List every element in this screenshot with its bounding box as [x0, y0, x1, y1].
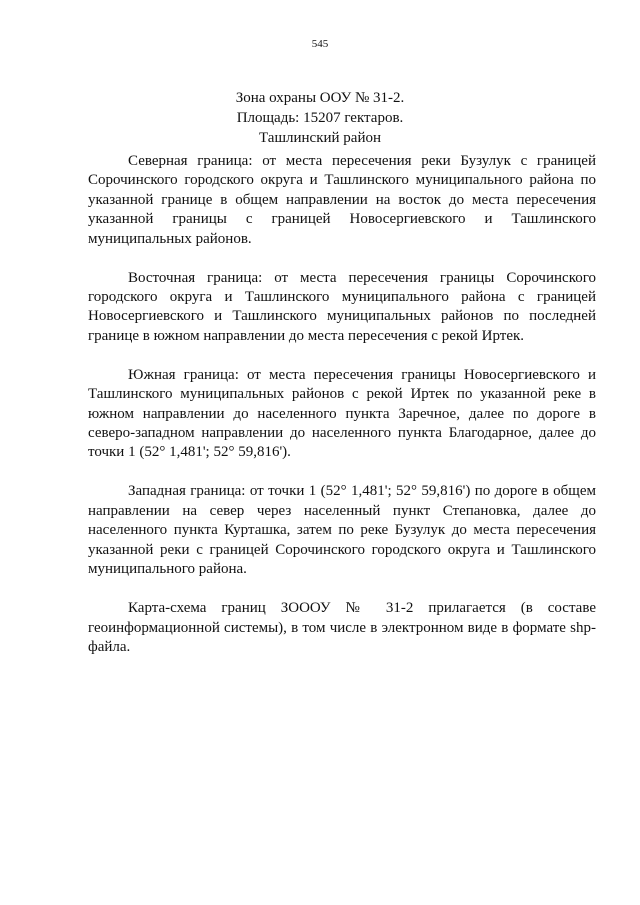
- paragraph-map-note: Карта-схема границ ЗОООУ № 31-2 прилагается (в составе геоинформационной системы), в том числе в электронном виде в формате shp-файла.: [88, 600, 596, 655]
- paragraph-western-border: Западная граница: от точки 1 (52° 1,481'; 52° 59,816') по дороге в общем направлении на север через населенный пункт Степановка, далее до населенного пункта Курташка, затем по реке Бузулук до места пересечения указанной реки с границей Сорочинского городского округа и Ташлинского муниципального района.: [88, 483, 596, 578]
- area-line: Площадь: 15207 гектаров.: [236, 110, 404, 126]
- paragraph-northern-border: Северная граница: от места пересечения реки Бузулук с границей Сорочинского городского округа и Ташлинского муниципального района по указанной границе в общем направлении на восток до места пересечения указанной границы с границей Новосергиевского и Ташлинского муниципальных районов.: [88, 153, 596, 247]
- zone-title: Зона охраны ООУ № 31-2.: [235, 90, 405, 106]
- district-line: Ташлинский район: [259, 130, 381, 146]
- paragraph-eastern-border: Восточная граница: от места пересечения границы Сорочинского городского округа и Ташлинского муниципального района с границей Новосергиевского и Ташлинского муниципальных районов по последней границе в южном направлении до места пересечения с рекой Иртек.: [88, 269, 596, 344]
- document-heading: [0, 88, 640, 148]
- page-number: 545: [311, 38, 329, 50]
- paragraph-southern-border: Южная граница: от места пересечения границы Новосергиевского и Ташлинского муниципальных районов с рекой Иртек по указанной реке в южном направлении до населенного пункта Заречное, далее по дороге в северо-западном направлении до населенного пункта Благодарное, далее до точки 1 (52° 1,481'; 52° 59,816').: [88, 366, 596, 461]
- document-body: [88, 152, 596, 657]
